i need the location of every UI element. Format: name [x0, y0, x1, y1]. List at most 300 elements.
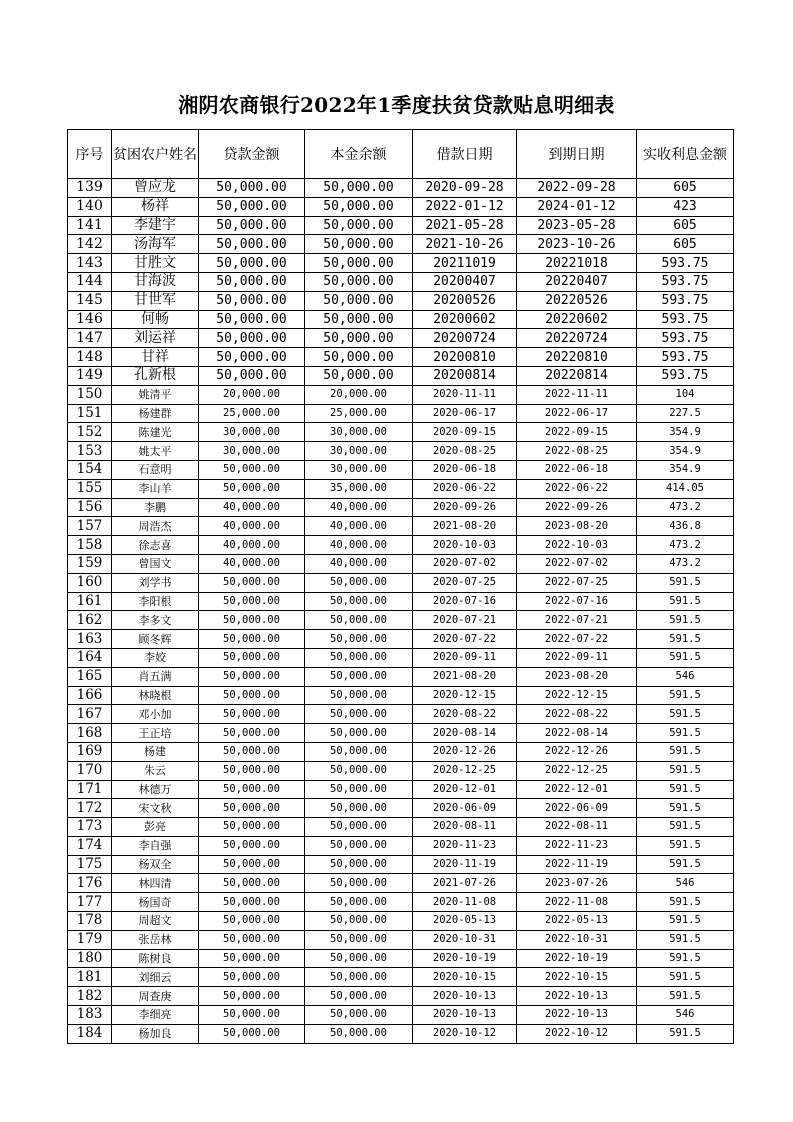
table-row [68, 329, 734, 348]
table-row [68, 272, 734, 291]
cell-name: 刘细云 [112, 968, 199, 987]
table-row [68, 197, 734, 216]
cell-due-date: 2022-07-02 [517, 554, 637, 573]
cell-due-date: 2022-09-11 [517, 648, 637, 667]
cell-due-date: 2022-11-19 [517, 855, 637, 874]
cell-seq: 169 [68, 742, 112, 761]
cell-seq: 184 [68, 1024, 112, 1043]
cell-principal-balance: 50,000.00 [305, 742, 413, 761]
cell-loan-date: 2022-01-12 [413, 197, 517, 216]
cell-principal-balance: 50,000.00 [305, 930, 413, 949]
cell-loan-date: 2020-10-19 [413, 949, 517, 968]
cell-loan-date: 2020-12-15 [413, 686, 517, 705]
cell-interest: 591.5 [637, 592, 734, 611]
cell-loan-amount: 50,000.00 [199, 573, 305, 592]
cell-seq: 146 [68, 310, 112, 329]
cell-principal-balance: 50,000.00 [305, 348, 413, 367]
cell-interest: 591.5 [637, 912, 734, 931]
cell-due-date: 2022-12-01 [517, 780, 637, 799]
cell-loan-amount: 50,000.00 [199, 329, 305, 348]
cell-interest: 591.5 [637, 630, 734, 649]
cell-interest: 473.2 [637, 554, 734, 573]
table-row [68, 216, 734, 235]
cell-name: 顾冬辉 [112, 630, 199, 649]
cell-loan-date: 2021-07-26 [413, 874, 517, 893]
cell-name: 肖五满 [112, 667, 199, 686]
table-row [68, 968, 734, 987]
cell-due-date: 20220602 [517, 310, 637, 329]
cell-loan-amount: 50,000.00 [199, 987, 305, 1006]
table-row [68, 912, 734, 931]
cell-due-date: 20220407 [517, 272, 637, 291]
table-row [68, 836, 734, 855]
cell-name: 甘祥 [112, 348, 199, 367]
cell-principal-balance: 50,000.00 [305, 893, 413, 912]
cell-name: 李鹏 [112, 498, 199, 517]
cell-loan-amount: 50,000.00 [199, 686, 305, 705]
table-row [68, 479, 734, 498]
cell-seq: 176 [68, 874, 112, 893]
cell-loan-date: 2021-05-28 [413, 216, 517, 235]
table-row [68, 404, 734, 423]
cell-due-date: 2024-01-12 [517, 197, 637, 216]
cell-name: 邓小加 [112, 705, 199, 724]
cell-name: 徐志喜 [112, 536, 199, 555]
header-seq: 序号 [68, 130, 112, 179]
cell-seq: 159 [68, 554, 112, 573]
loan-table [67, 129, 734, 1044]
cell-due-date: 2022-06-09 [517, 799, 637, 818]
cell-interest: 605 [637, 179, 734, 198]
cell-loan-amount: 50,000.00 [199, 310, 305, 329]
cell-loan-date: 2020-09-28 [413, 179, 517, 198]
cell-due-date: 2023-10-26 [517, 235, 637, 254]
cell-due-date: 2022-08-25 [517, 442, 637, 461]
cell-principal-balance: 50,000.00 [305, 705, 413, 724]
cell-due-date: 2023-05-28 [517, 216, 637, 235]
cell-seq: 177 [68, 893, 112, 912]
cell-principal-balance: 50,000.00 [305, 949, 413, 968]
cell-loan-amount: 50,000.00 [199, 254, 305, 273]
cell-loan-date: 20200602 [413, 310, 517, 329]
cell-principal-balance: 50,000.00 [305, 724, 413, 743]
cell-due-date: 2022-10-31 [517, 930, 637, 949]
cell-loan-date: 2020-08-25 [413, 442, 517, 461]
cell-loan-date: 2020-10-13 [413, 1006, 517, 1025]
table-row [68, 799, 734, 818]
cell-loan-date: 2020-08-11 [413, 818, 517, 837]
cell-principal-balance: 50,000.00 [305, 216, 413, 235]
cell-loan-amount: 20,000.00 [199, 385, 305, 404]
header-due-date: 到期日期 [517, 130, 637, 179]
cell-due-date: 2022-06-17 [517, 404, 637, 423]
cell-due-date: 20220814 [517, 366, 637, 385]
cell-principal-balance: 40,000.00 [305, 517, 413, 536]
cell-name: 周查庚 [112, 987, 199, 1006]
cell-due-date: 2022-08-14 [517, 724, 637, 743]
cell-name: 杨加良 [112, 1024, 199, 1043]
cell-principal-balance: 50,000.00 [305, 592, 413, 611]
table-body [68, 179, 734, 1044]
cell-due-date: 2022-11-23 [517, 836, 637, 855]
cell-loan-amount: 50,000.00 [199, 1024, 305, 1043]
table-row [68, 254, 734, 273]
cell-due-date: 2023-07-26 [517, 874, 637, 893]
cell-interest: 593.75 [637, 310, 734, 329]
cell-loan-amount: 40,000.00 [199, 536, 305, 555]
cell-principal-balance: 30,000.00 [305, 442, 413, 461]
cell-loan-date: 2020-05-13 [413, 912, 517, 931]
cell-loan-date: 2020-07-02 [413, 554, 517, 573]
cell-loan-amount: 25,000.00 [199, 404, 305, 423]
cell-loan-amount: 50,000.00 [199, 592, 305, 611]
cell-loan-date: 2020-10-12 [413, 1024, 517, 1043]
table-row [68, 442, 734, 461]
cell-loan-date: 2020-07-25 [413, 573, 517, 592]
cell-due-date: 2022-09-28 [517, 179, 637, 198]
cell-principal-balance: 50,000.00 [305, 686, 413, 705]
table-row [68, 310, 734, 329]
cell-interest: 593.75 [637, 366, 734, 385]
cell-due-date: 2022-10-12 [517, 1024, 637, 1043]
table-row [68, 385, 734, 404]
cell-due-date: 2022-09-15 [517, 423, 637, 442]
cell-principal-balance: 50,000.00 [305, 366, 413, 385]
cell-due-date: 2022-10-19 [517, 949, 637, 968]
cell-seq: 172 [68, 799, 112, 818]
cell-due-date: 2022-07-16 [517, 592, 637, 611]
cell-seq: 157 [68, 517, 112, 536]
cell-name: 甘胜文 [112, 254, 199, 273]
cell-loan-date: 2020-10-15 [413, 968, 517, 987]
table-row [68, 874, 734, 893]
cell-interest: 593.75 [637, 291, 734, 310]
cell-principal-balance: 50,000.00 [305, 329, 413, 348]
cell-loan-date: 2020-06-22 [413, 479, 517, 498]
cell-loan-amount: 50,000.00 [199, 1006, 305, 1025]
cell-principal-balance: 30,000.00 [305, 460, 413, 479]
table-row [68, 348, 734, 367]
cell-principal-balance: 50,000.00 [305, 235, 413, 254]
cell-due-date: 2022-10-15 [517, 968, 637, 987]
table-row [68, 460, 734, 479]
header-interest: 实收利息金额 [637, 130, 734, 179]
table-row [68, 536, 734, 555]
cell-loan-amount: 50,000.00 [199, 216, 305, 235]
cell-interest: 591.5 [637, 780, 734, 799]
cell-name: 甘海波 [112, 272, 199, 291]
cell-name: 杨建 [112, 742, 199, 761]
table-row [68, 780, 734, 799]
cell-loan-amount: 50,000.00 [199, 761, 305, 780]
cell-principal-balance: 50,000.00 [305, 780, 413, 799]
cell-loan-date: 20200810 [413, 348, 517, 367]
cell-due-date: 2022-06-18 [517, 460, 637, 479]
cell-principal-balance: 50,000.00 [305, 836, 413, 855]
table-row [68, 554, 734, 573]
cell-loan-date: 2020-09-26 [413, 498, 517, 517]
cell-due-date: 20220724 [517, 329, 637, 348]
table-row [68, 235, 734, 254]
cell-loan-amount: 50,000.00 [199, 912, 305, 931]
cell-principal-balance: 50,000.00 [305, 1006, 413, 1025]
cell-due-date: 2022-05-13 [517, 912, 637, 931]
table-row [68, 667, 734, 686]
cell-name: 王正培 [112, 724, 199, 743]
cell-due-date: 2022-07-25 [517, 573, 637, 592]
cell-interest: 591.5 [637, 818, 734, 837]
table-row [68, 893, 734, 912]
cell-seq: 175 [68, 855, 112, 874]
cell-loan-amount: 50,000.00 [199, 630, 305, 649]
cell-interest: 591.5 [637, 686, 734, 705]
cell-name: 杨祥 [112, 197, 199, 216]
table-row [68, 818, 734, 837]
cell-seq: 162 [68, 611, 112, 630]
cell-loan-date: 2020-11-08 [413, 893, 517, 912]
cell-loan-date: 2020-10-03 [413, 536, 517, 555]
cell-seq: 151 [68, 404, 112, 423]
table-row [68, 611, 734, 630]
cell-name: 林晓根 [112, 686, 199, 705]
cell-loan-date: 2020-07-22 [413, 630, 517, 649]
cell-seq: 164 [68, 648, 112, 667]
cell-principal-balance: 50,000.00 [305, 912, 413, 931]
cell-principal-balance: 50,000.00 [305, 667, 413, 686]
table-row [68, 179, 734, 198]
cell-seq: 139 [68, 179, 112, 198]
cell-loan-amount: 50,000.00 [199, 611, 305, 630]
cell-principal-balance: 40,000.00 [305, 498, 413, 517]
cell-name: 李阳根 [112, 592, 199, 611]
cell-interest: 605 [637, 216, 734, 235]
cell-loan-amount: 50,000.00 [199, 949, 305, 968]
cell-due-date: 2022-08-11 [517, 818, 637, 837]
cell-loan-amount: 50,000.00 [199, 479, 305, 498]
cell-seq: 140 [68, 197, 112, 216]
cell-due-date: 2023-08-20 [517, 517, 637, 536]
cell-loan-amount: 30,000.00 [199, 423, 305, 442]
cell-interest: 104 [637, 385, 734, 404]
cell-name: 李建宇 [112, 216, 199, 235]
cell-loan-amount: 40,000.00 [199, 517, 305, 536]
cell-loan-amount: 40,000.00 [199, 554, 305, 573]
cell-interest: 591.5 [637, 648, 734, 667]
cell-name: 李自强 [112, 836, 199, 855]
cell-seq: 170 [68, 761, 112, 780]
cell-interest: 591.5 [637, 705, 734, 724]
cell-loan-date: 2020-09-15 [413, 423, 517, 442]
cell-loan-amount: 50,000.00 [199, 366, 305, 385]
cell-loan-date: 2020-07-21 [413, 611, 517, 630]
table-row [68, 724, 734, 743]
cell-name: 陈建光 [112, 423, 199, 442]
cell-loan-date: 2020-06-17 [413, 404, 517, 423]
cell-loan-date: 2020-11-23 [413, 836, 517, 855]
cell-seq: 153 [68, 442, 112, 461]
cell-principal-balance: 50,000.00 [305, 855, 413, 874]
cell-loan-date: 2020-07-16 [413, 592, 517, 611]
table-row [68, 648, 734, 667]
cell-loan-date: 20200526 [413, 291, 517, 310]
cell-interest: 423 [637, 197, 734, 216]
cell-interest: 591.5 [637, 611, 734, 630]
table-row [68, 705, 734, 724]
cell-name: 曾应龙 [112, 179, 199, 198]
cell-interest: 591.5 [637, 893, 734, 912]
table-row [68, 498, 734, 517]
cell-interest: 593.75 [637, 348, 734, 367]
cell-interest: 593.75 [637, 254, 734, 273]
cell-loan-amount: 50,000.00 [199, 855, 305, 874]
cell-loan-date: 2020-10-31 [413, 930, 517, 949]
cell-name: 李姣 [112, 648, 199, 667]
cell-loan-amount: 50,000.00 [199, 874, 305, 893]
cell-loan-date: 2020-08-14 [413, 724, 517, 743]
cell-seq: 142 [68, 235, 112, 254]
cell-interest: 473.2 [637, 498, 734, 517]
cell-principal-balance: 50,000.00 [305, 254, 413, 273]
cell-loan-amount: 50,000.00 [199, 648, 305, 667]
cell-loan-date: 2020-12-25 [413, 761, 517, 780]
cell-name: 刘运祥 [112, 329, 199, 348]
cell-loan-date: 20211019 [413, 254, 517, 273]
cell-interest: 591.5 [637, 1024, 734, 1043]
cell-name: 姚清平 [112, 385, 199, 404]
table-row [68, 366, 734, 385]
cell-due-date: 2022-09-26 [517, 498, 637, 517]
cell-loan-amount: 50,000.00 [199, 291, 305, 310]
cell-seq: 179 [68, 930, 112, 949]
cell-interest: 591.5 [637, 836, 734, 855]
cell-principal-balance: 50,000.00 [305, 291, 413, 310]
table-row [68, 855, 734, 874]
cell-principal-balance: 50,000.00 [305, 1024, 413, 1043]
cell-seq: 158 [68, 536, 112, 555]
cell-loan-amount: 50,000.00 [199, 724, 305, 743]
cell-seq: 145 [68, 291, 112, 310]
cell-seq: 166 [68, 686, 112, 705]
cell-loan-amount: 50,000.00 [199, 742, 305, 761]
cell-loan-amount: 50,000.00 [199, 893, 305, 912]
cell-name: 汤海军 [112, 235, 199, 254]
cell-seq: 154 [68, 460, 112, 479]
cell-name: 曾国文 [112, 554, 199, 573]
cell-interest: 591.5 [637, 724, 734, 743]
cell-principal-balance: 20,000.00 [305, 385, 413, 404]
cell-due-date: 20220526 [517, 291, 637, 310]
cell-due-date: 20221018 [517, 254, 637, 273]
cell-loan-amount: 50,000.00 [199, 836, 305, 855]
header-principal-balance: 本金余额 [305, 130, 413, 179]
cell-interest: 436.8 [637, 517, 734, 536]
cell-principal-balance: 40,000.00 [305, 554, 413, 573]
cell-seq: 156 [68, 498, 112, 517]
cell-interest: 593.75 [637, 272, 734, 291]
cell-seq: 171 [68, 780, 112, 799]
cell-interest: 354.9 [637, 460, 734, 479]
cell-name: 彭亮 [112, 818, 199, 837]
table-row [68, 761, 734, 780]
cell-due-date: 2022-12-25 [517, 761, 637, 780]
cell-loan-amount: 50,000.00 [199, 930, 305, 949]
cell-interest: 605 [637, 235, 734, 254]
cell-principal-balance: 50,000.00 [305, 818, 413, 837]
cell-interest: 546 [637, 1006, 734, 1025]
cell-seq: 174 [68, 836, 112, 855]
cell-due-date: 2022-11-08 [517, 893, 637, 912]
table-row [68, 1006, 734, 1025]
cell-loan-amount: 50,000.00 [199, 818, 305, 837]
header-loan-date: 借款日期 [413, 130, 517, 179]
cell-loan-date: 2021-10-26 [413, 235, 517, 254]
cell-interest: 546 [637, 874, 734, 893]
cell-loan-amount: 50,000.00 [199, 799, 305, 818]
cell-seq: 160 [68, 573, 112, 592]
cell-loan-amount: 50,000.00 [199, 780, 305, 799]
cell-name: 姚太平 [112, 442, 199, 461]
table-row [68, 742, 734, 761]
cell-interest: 414.05 [637, 479, 734, 498]
cell-interest: 591.5 [637, 573, 734, 592]
cell-due-date: 20220810 [517, 348, 637, 367]
cell-name: 杨双全 [112, 855, 199, 874]
cell-principal-balance: 50,000.00 [305, 611, 413, 630]
cell-name: 何畅 [112, 310, 199, 329]
cell-loan-date: 20200407 [413, 272, 517, 291]
cell-loan-amount: 50,000.00 [199, 235, 305, 254]
cell-loan-date: 2020-11-19 [413, 855, 517, 874]
page-title: 湘阴农商银行2022年1季度扶贫贷款贴息明细表 [178, 93, 615, 117]
cell-interest: 591.5 [637, 968, 734, 987]
table-row [68, 930, 734, 949]
cell-name: 张岳林 [112, 930, 199, 949]
cell-interest: 227.5 [637, 404, 734, 423]
cell-seq: 161 [68, 592, 112, 611]
cell-interest: 546 [637, 667, 734, 686]
header-name: 贫困农户姓名 [112, 130, 199, 179]
cell-interest: 591.5 [637, 799, 734, 818]
cell-due-date: 2022-12-26 [517, 742, 637, 761]
table-row [68, 949, 734, 968]
cell-loan-date: 2020-10-13 [413, 987, 517, 1006]
cell-principal-balance: 50,000.00 [305, 648, 413, 667]
cell-loan-amount: 30,000.00 [199, 442, 305, 461]
cell-interest: 593.75 [637, 329, 734, 348]
cell-seq: 178 [68, 912, 112, 931]
cell-interest: 354.9 [637, 442, 734, 461]
cell-principal-balance: 30,000.00 [305, 423, 413, 442]
cell-loan-date: 20200814 [413, 366, 517, 385]
cell-due-date: 2022-08-22 [517, 705, 637, 724]
cell-name: 甘世军 [112, 291, 199, 310]
cell-name: 杨国奇 [112, 893, 199, 912]
cell-principal-balance: 50,000.00 [305, 630, 413, 649]
table-row [68, 517, 734, 536]
cell-interest: 591.5 [637, 742, 734, 761]
cell-name: 李细亮 [112, 1006, 199, 1025]
cell-loan-date: 2020-12-01 [413, 780, 517, 799]
cell-principal-balance: 50,000.00 [305, 799, 413, 818]
cell-name: 陈树良 [112, 949, 199, 968]
cell-interest: 591.5 [637, 855, 734, 874]
table-row [68, 573, 734, 592]
cell-loan-amount: 40,000.00 [199, 498, 305, 517]
cell-seq: 163 [68, 630, 112, 649]
cell-principal-balance: 25,000.00 [305, 404, 413, 423]
cell-principal-balance: 40,000.00 [305, 536, 413, 555]
cell-principal-balance: 50,000.00 [305, 987, 413, 1006]
